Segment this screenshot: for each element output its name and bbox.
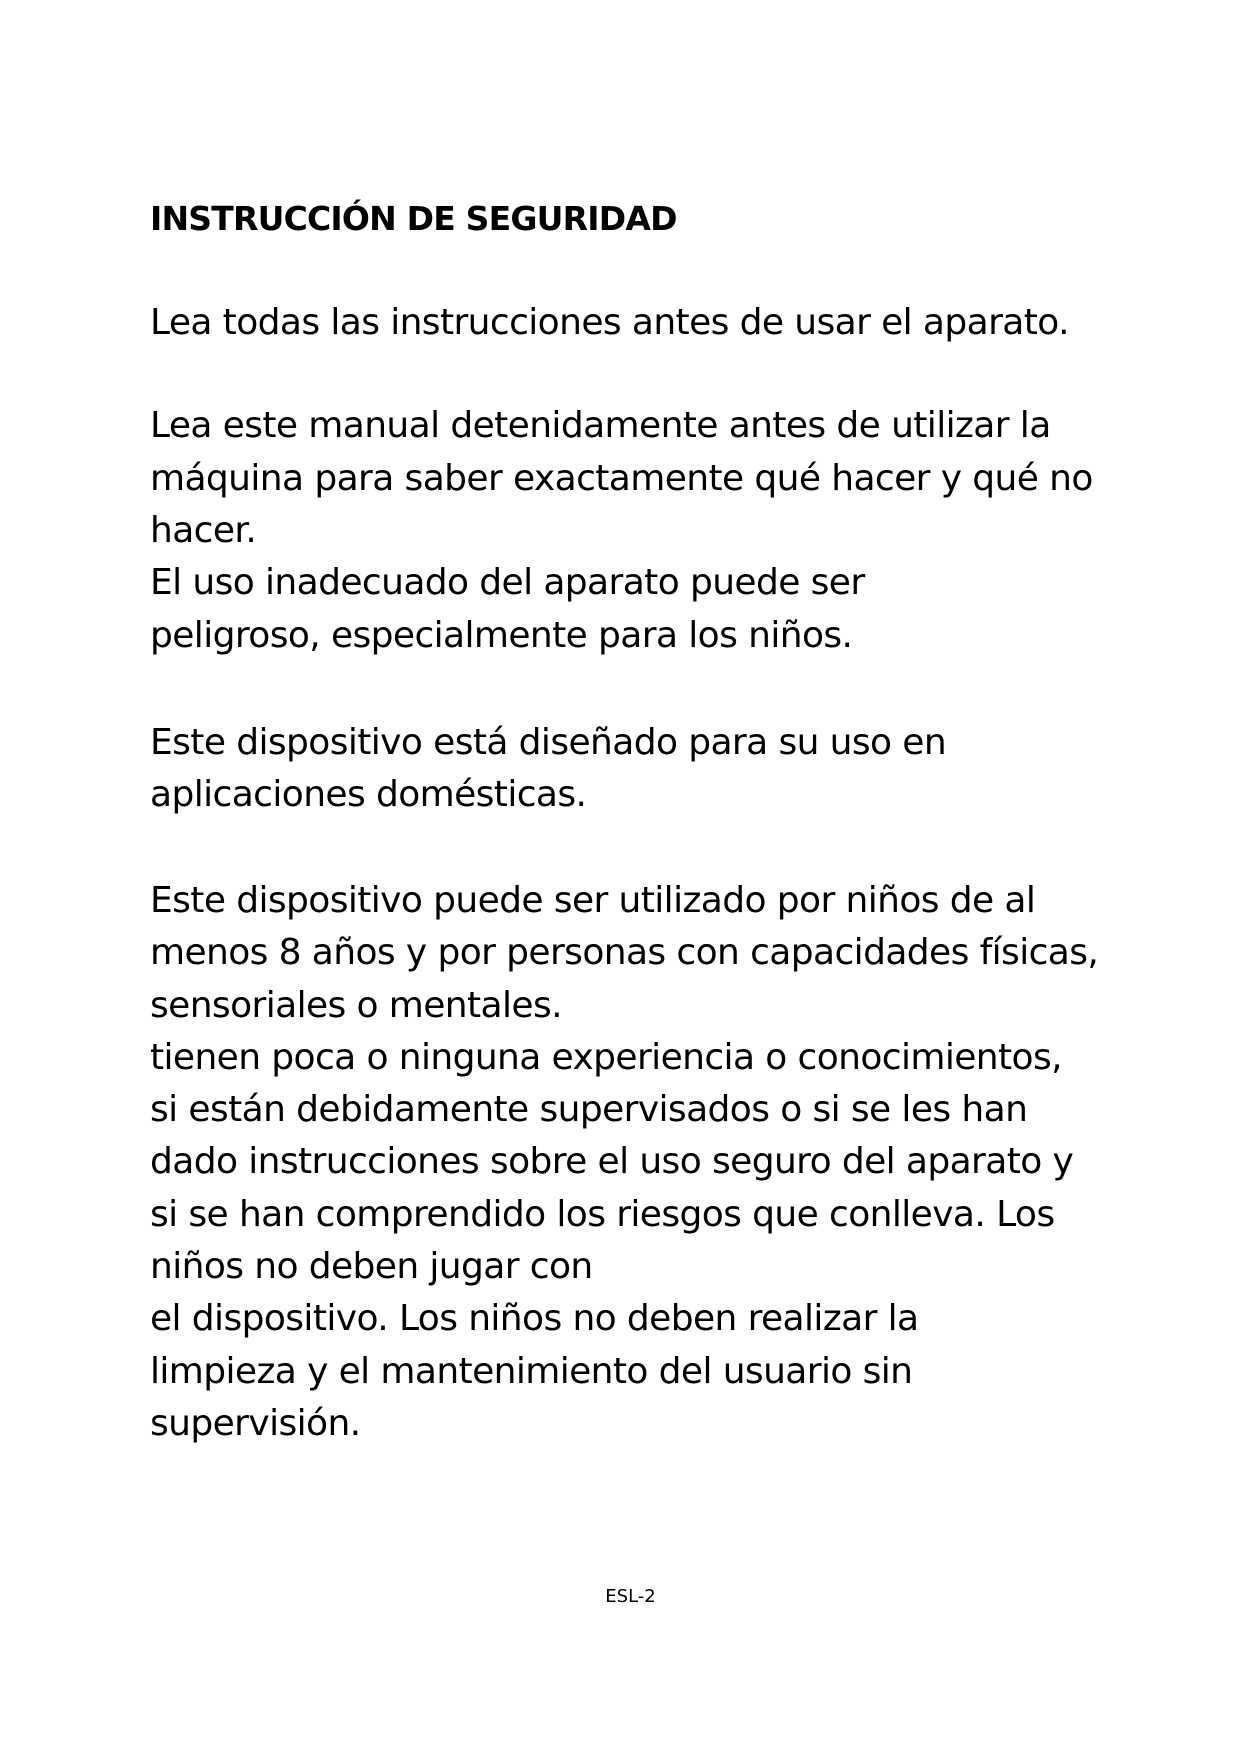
text-line: peligroso, especialmente para los niños.: [150, 615, 853, 656]
text-line: dado instrucciones sobre el uso seguro del aparato y: [150, 1141, 1074, 1182]
text-line: menos 8 años y por personas con capacidades físicas,: [150, 932, 1099, 973]
text-line: Este dispositivo puede ser utilizado por niños de al: [150, 880, 1036, 921]
text-line: niños no deben jugar con: [150, 1246, 593, 1287]
text-line: sensoriales o mentales.: [150, 985, 562, 1026]
page-title: INSTRUCCIÓN DE SEGURIDAD: [150, 199, 677, 238]
text-line: Este dispositivo está diseñado para su uso en: [150, 722, 947, 763]
text-line: si se han comprendido los riesgos que conlleva. Los: [150, 1194, 1055, 1235]
text-line: limpieza y el mantenimiento del usuario sin: [150, 1351, 913, 1392]
text-line: hacer.: [150, 510, 257, 551]
text-line: tienen poca o ninguna experiencia o conocimientos,: [150, 1037, 1062, 1078]
text-line: aplicaciones domésticas.: [150, 774, 587, 815]
text-line: el dispositivo. Los niños no deben realizar la: [150, 1298, 919, 1339]
text-line: si están debidamente supervisados o si se les han: [150, 1089, 1028, 1130]
text-line: El uso inadecuado del aparato puede ser: [150, 562, 865, 603]
text-line: Lea todas las instrucciones antes de usar el aparato.: [150, 302, 1069, 343]
text-line: Lea este manual detenidamente antes de utilizar la: [150, 405, 1051, 446]
text-line: supervisión.: [150, 1403, 361, 1444]
text-line: máquina para saber exactamente qué hacer y qué no: [150, 458, 1093, 499]
page-number: ESL-2: [605, 1586, 656, 1607]
